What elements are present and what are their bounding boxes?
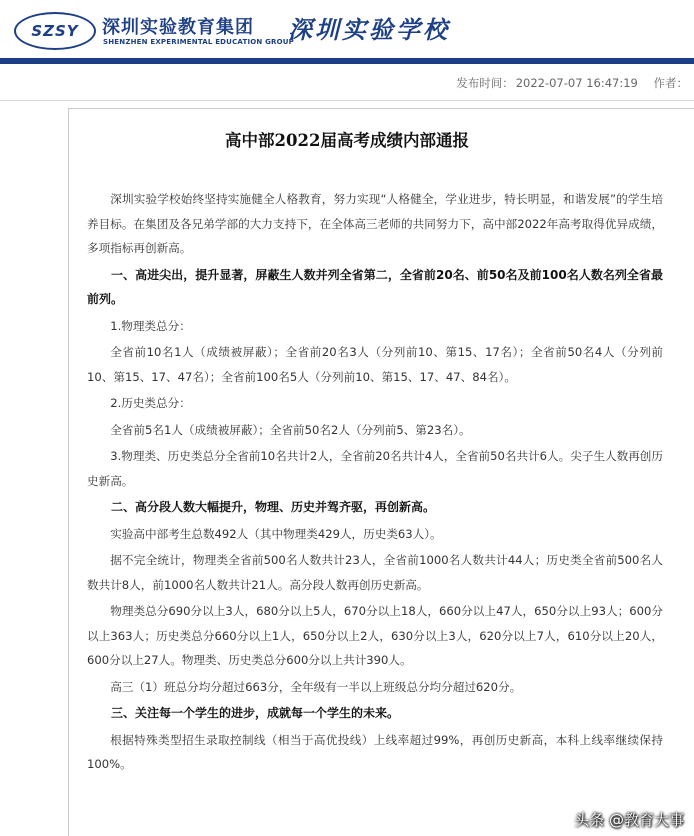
body-paragraph: 物理类总分690分以上3人，680分以上5人，670分以上18人，660分以上47人，650分以上93人；600分以上363人；历史类总分660分以上1人，650分以上2人，630分以上3人，620分以上7人，610分以上20人，600分以上27人。物理类、历史类总分600分以上共计390人。 <box>87 604 663 667</box>
body-paragraph: 据不完全统计，物理类全省前500名人数共计23人，全省前1000名人数共计44人；历史类全省前500名人数共计8人，前1000名人数共计21人。高分段人数再创历史新高。 <box>87 553 663 592</box>
group-name-english: SHENZHEN EXPERIMENTAL EDUCATION GROUP <box>103 38 295 46</box>
section-heading: 一、高进尖出，提升显著，屏蔽生人数并列全省第二，全省前20名、前50名及前100名人数名列全省最前列。 <box>87 267 663 306</box>
section-heading: 三、关注每一个学生的进步，成就每一个学生的未来。 <box>111 706 400 720</box>
body-paragraph: 全省前10名1人（成绩被屏蔽）；全省前20名3人（分列前10、第15、17名）；全省前50名4人（分列前10、第15、17、47名）；全省前100名5人（分列前10、第15、17、47、84名）。 <box>87 345 663 384</box>
section-heading: 二、高分段人数大幅提升，物理、历史并驾齐驱，再创新高。 <box>111 500 436 514</box>
body-paragraph: 3.物理类、历史类总分全省前10名共计2人，全省前20名共计4人，全省前50名共计6人。尖子生人数再创历史新高。 <box>87 449 663 488</box>
school-logo-badge[interactable]: SZSY <box>14 12 96 50</box>
body-paragraph: 实验高中部考生总数492人（其中物理类429人，历史类63人）。 <box>110 526 442 541</box>
publish-time: 2022-07-07 16:47:19 <box>515 76 638 90</box>
body-paragraph: 1.物理类总分： <box>110 318 191 333</box>
body-paragraph: 全省前5名1人（成绩被屏蔽）；全省前50名2人（分列前5、第23名）。 <box>110 422 471 437</box>
article-meta <box>454 75 688 91</box>
school-name-calligraphy: 深圳实验学校 <box>288 15 450 44</box>
article-document <box>68 108 694 836</box>
author-label: 作者： <box>653 76 688 90</box>
group-name: 深圳实验教育集团 <box>102 17 254 38</box>
body-paragraph: 2.历史类总分： <box>110 396 191 410</box>
body-paragraph: 根据特殊类型招生录取控制线（相当于高优投线）上线率超过99%，再创历史新高，本科上线率继续保持100%。 <box>87 732 663 771</box>
watermark: 头条 @教育大事 <box>574 811 684 829</box>
article-title: 高中部2022届高考成绩内部通报 <box>225 131 469 150</box>
article-body <box>87 187 663 779</box>
body-paragraph: 高三（1）班总分均分超过663分，全年级有一半以上班级总分均分超过620分。 <box>110 679 522 694</box>
site-header <box>0 0 694 62</box>
body-paragraph: 深圳实验学校始终坚持实施健全人格教育，努力实现“人格健全，学业进步，特长明显，和谐发展”的学生培养目标。在集团及各兄弟学部的大力支持下，在全体高三老师的共同努力下，高中部2022年高考取得优异成绩，多项指标再创新高。 <box>87 192 663 255</box>
meta-divider <box>0 100 694 101</box>
header-divider-bar <box>0 58 694 64</box>
publish-label: 发布时间： <box>456 76 514 90</box>
